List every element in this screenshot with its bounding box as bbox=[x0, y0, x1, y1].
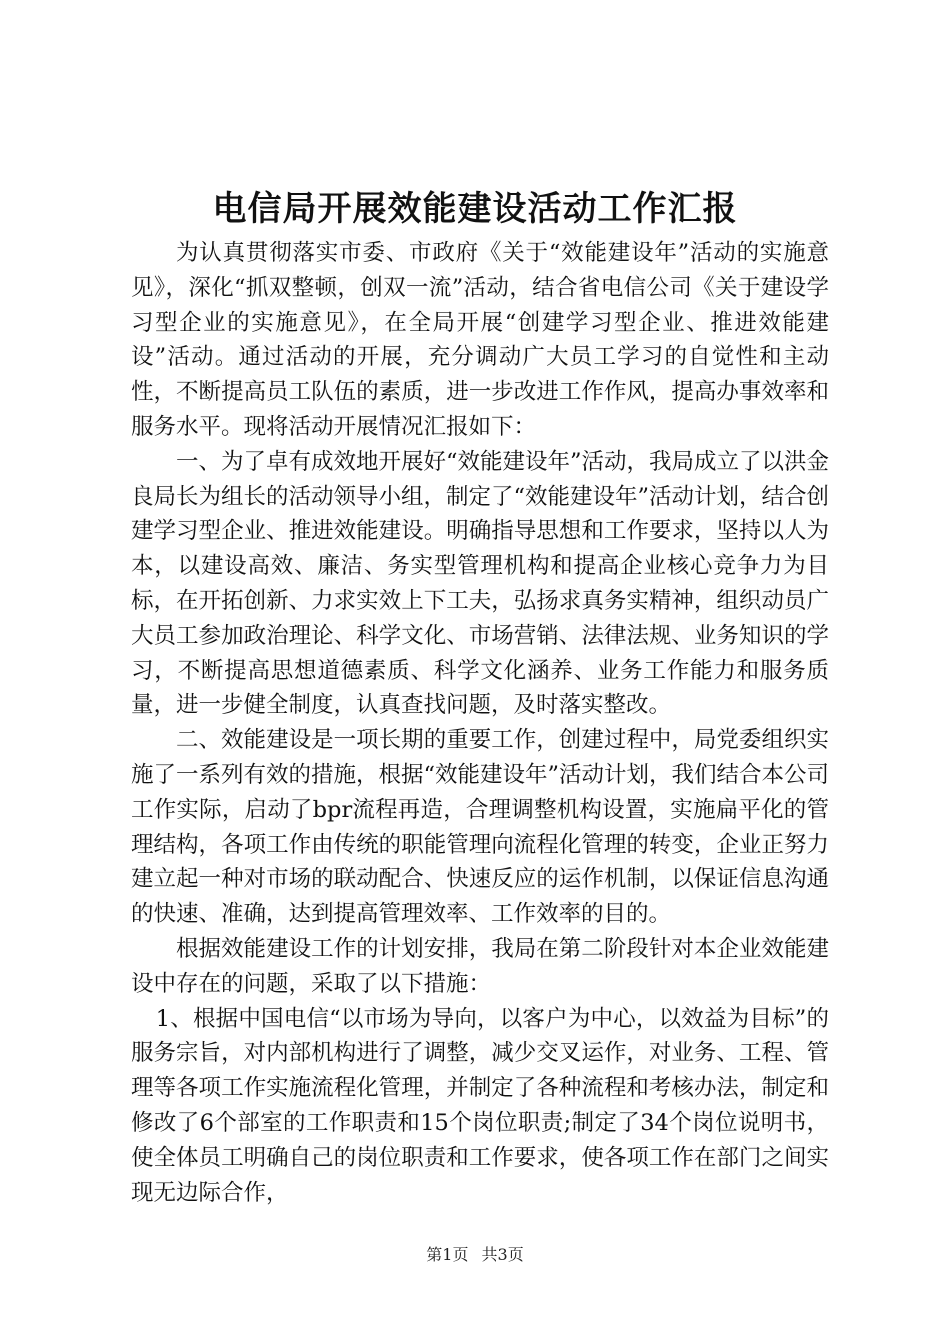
document-body bbox=[131, 236, 829, 1210]
paragraph-section-one: 一、为了卓有成效地开展好“效能建设年”活动，我局成立了以洪金良局长为组长的活动领导小组，制定了“效能建设年”活动计划，结合创建学习型企业、推进效能建设。明确指导思想和工作要求，坚持以人为本，以建设高效、廉洁、务实型管理机构和提高企业核心竞争力为目标，在开拓创新、力求实效上下工夫，弘扬求真务实精神，组织动员广大员工参加政治理论、科学文化、市场营销、法律法规、业务知识的学习，不断提高思想道德素质、科学文化涵养、业务工作能力和服务质量，进一步健全制度，认真查找问题，及时落实整改。 bbox=[131, 448, 830, 719]
paragraph-measures-intro: 根据效能建设工作的计划安排，我局在第二阶段针对本企业效能建设中存在的问题，采取了以下措施： bbox=[131, 935, 829, 997]
paragraph-intro: 为认真贯彻落实市委、市政府《关于“效能建设年”活动的实施意见》，深化“抓双整顿，创双一流”活动，结合省电信公司《关于建设学习型企业的实施意见》，在全局开展“创建学习型企业、推进效能建设”活动。通过活动的开展，充分调动广大员工学习的自觉性和主动性，不断提高员工队伍的素质，进一步改进工作作风，提高办事效率和服务水平。现将活动开展情况汇报如下： bbox=[131, 240, 829, 440]
document-title: 电信局开展效能建设活动工作汇报 bbox=[212, 189, 738, 229]
page-number: 第1页 bbox=[426, 1245, 469, 1264]
paragraph-measure-one: 1、根据中国电信“以市场为导向，以客户为中心，以效益为目标”的服务宗旨，对内部机构进行了调整，减少交叉运作，对业务、工程、管理等各项工作实施流程化管理，并制定了各种流程和考核办法，制定和修改了6个部室的工作职责和15个岗位职责;制定了34个岗位说明书，使全体员工明确自己的岗位职责和工作要求，使各项工作在部门之间实现无边际合作， bbox=[131, 1005, 829, 1206]
page-footer bbox=[0, 1244, 950, 1266]
paragraph-section-two: 二、效能建设是一项长期的重要工作，创建过程中，局党委组织实施了一系列有效的措施，根据“效能建设年”活动计划，我们结合本公司工作实际，启动了bpr流程再造，合理调整机构设置，实施扁平化的管理结构，各项工作由传统的职能管理向流程化管理的转变，企业正努力建立起一种对市场的联动配合、快速反应的运作机制，以保证信息沟通的快速、准确，达到提高管理效率、工作效率的目的。 bbox=[131, 727, 830, 928]
page-total: 共3页 bbox=[481, 1245, 524, 1264]
